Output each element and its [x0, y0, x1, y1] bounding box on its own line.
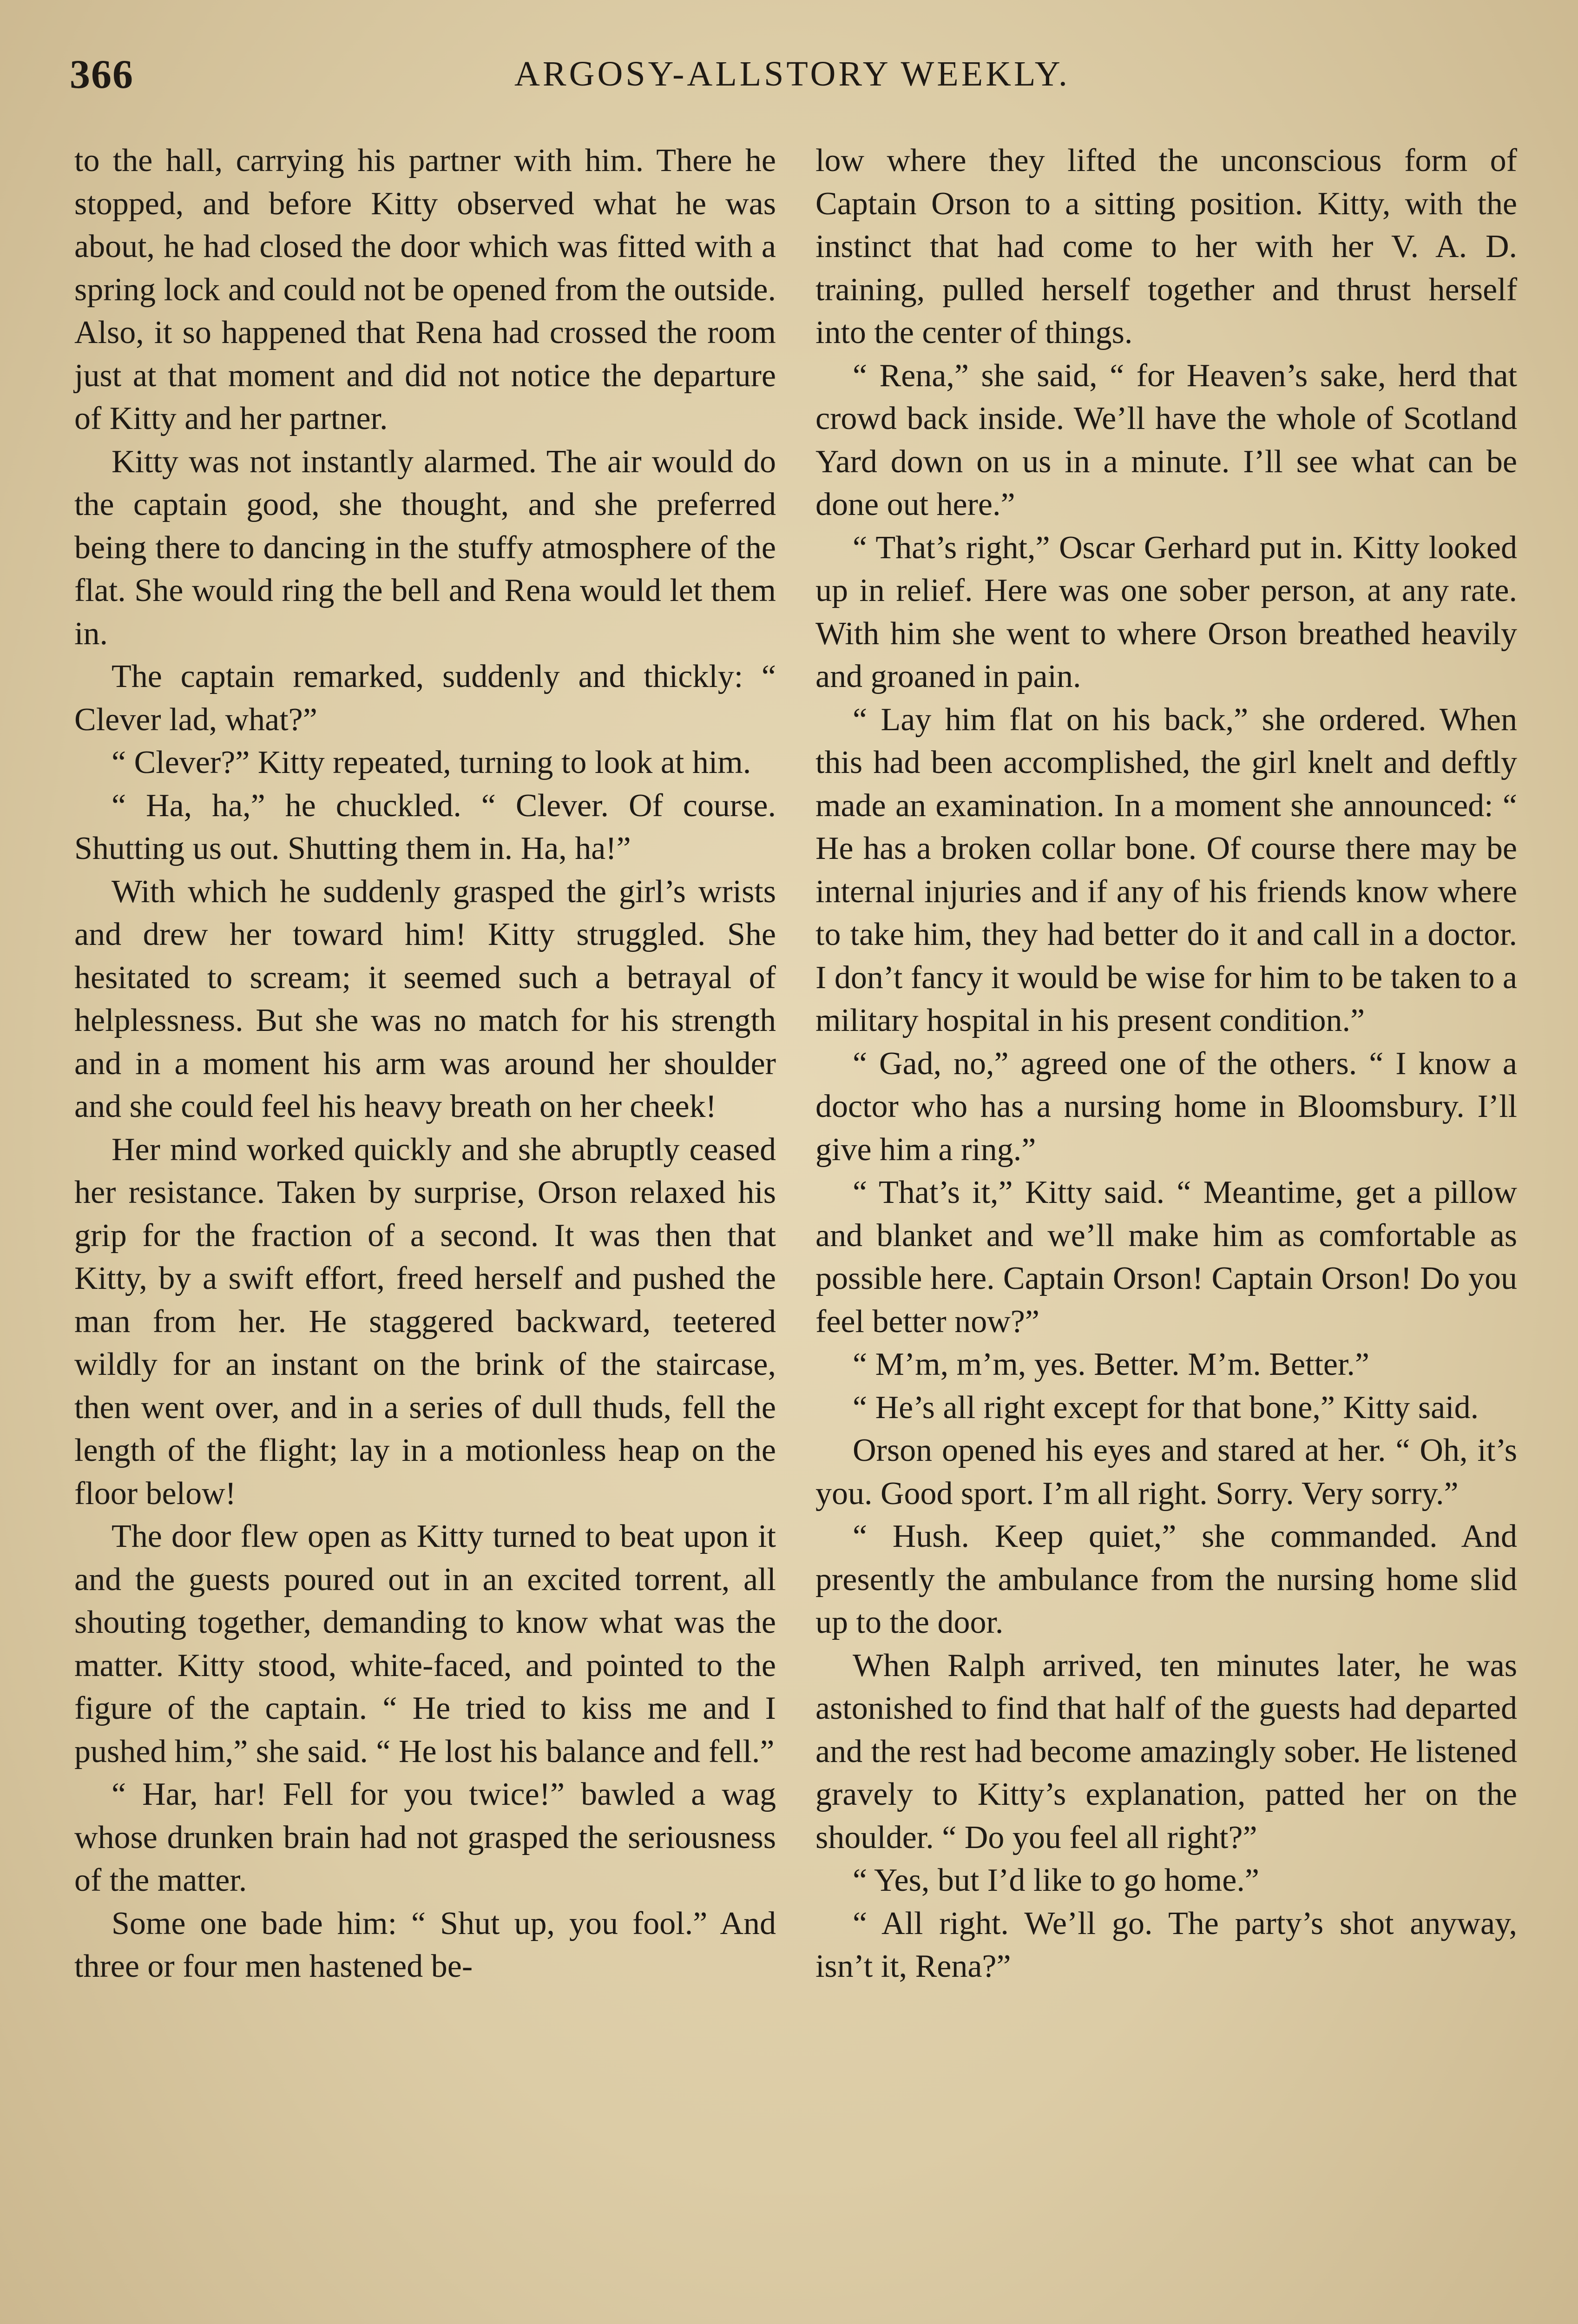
paragraph: Her mind worked quickly and she abruptly ceased her resistance. Taken by surprise, Orson relaxed his grip for the fraction of a second. It was then that Kitty, by a swift effort, freed herself and pushed the man from her. He staggered backward, teetered wildly for an instant on the brink of the staircase, then went over, and in a series of dull thuds, fell the length of the flight; lay in a motionless heap on the floor below! — [74, 1131, 776, 1512]
page-number: 366 — [70, 52, 134, 97]
paragraph: With which he suddenly grasped the girl’s wrists and drew her toward him! Kitty struggled. She hesitated to scream; it seemed such a betrayal of helplessness. But she was no match for his strength and in a moment his arm was around her shoulder and she could feel his heavy breath on her cheek! — [74, 873, 776, 1124]
paragraph: Kitty was not instantly alarmed. The air would do the captain good, she thought, and she preferred being there to dancing in the stuffy atmosphere of the flat. She would ring the bell and Rena would let them in. — [74, 443, 776, 652]
paragraph: to the hall, carrying his partner with him. There he stopped, and before Kitty observed what he was about, he had closed the door which was fitted with a spring lock and could not be opened from the outside. Also, it so happened that Rena had crossed the room just at that moment and did not notice the departure of Kitty and her partner. — [74, 143, 776, 436]
paragraph: “ Hush. Keep quiet,” she commanded. And presently the ambulance from the nursing home slid up to the door. — [815, 1519, 1517, 1640]
paragraph: Some one bade him: “ Shut up, you fool.” And three or four men hastened be- — [74, 1905, 776, 1984]
paragraph: “ Ha, ha,” he chuckled. “ Clever. Of course. Shutting us out. Shutting them in. Ha, ha!” — [74, 787, 776, 866]
paragraph: “ M’m, m’m, yes. Better. M’m. Better.” — [853, 1347, 1370, 1382]
left-column — [74, 139, 776, 1988]
paragraph: low where they lifted the unconscious form of Captain Orson to a sitting position. Kitty, with the instinct that had come to her with her V. A. D. training, pulled herself together and thrust herself into the center of things. — [815, 143, 1517, 350]
paragraph: “ Gad, no,” agreed one of the others. “ I know a doctor who has a nursing home in Bloomsbury. I’ll give him a ring.” — [815, 1045, 1517, 1168]
paragraph: “ Yes, but I’d like to go home.” — [853, 1862, 1259, 1898]
paragraph: “ Clever?” Kitty repeated, turning to look at him. — [112, 745, 751, 780]
paragraph: The captain remarked, suddenly and thickly: “ Clever lad, what?” — [74, 659, 776, 738]
right-column — [815, 139, 1517, 1988]
page-header — [70, 51, 1515, 107]
paragraph: “ Lay him flat on his back,” she ordered. When this had been accomplished, the girl knelt and deftly made an examination. In a moment she announced: “ He has a broken collar bone. Of course there may be internal injuries and if any of his friends know where to take him, they had better do it and call in a doctor. I don’t fancy it would be wise for him to be taken to a military hospital in his present condition.” — [815, 701, 1517, 1038]
paragraph: “ That’s it,” Kitty said. “ Meantime, get a pillow and blanket and we’ll make him as comfortable as possible here. Captain Orson! Captain Orson! Do you feel better now?” — [815, 1175, 1517, 1340]
paragraph: When Ralph arrived, ten minutes later, he was astonished to find that half of the guests had departed and the rest had become amazingly sober. He listened gravely to Kitty’s explanation, patted her on the shoulder. “ Do you feel all right?” — [815, 1647, 1517, 1855]
paragraph: “ All right. We’ll go. The party’s shot anyway, isn’t it, Rena?” — [815, 1905, 1517, 1984]
paragraph: “ Rena,” she said, “ for Heaven’s sake, herd that crowd back inside. We’ll have the whole of Scotland Yard down on us in a minute. I’ll see what can be done out here.” — [815, 357, 1517, 522]
paragraph: “ Har, har! Fell for you twice!” bawled a wag whose drunken brain had not grasped the seriousness of the matter. — [74, 1776, 776, 1898]
paragraph: Orson opened his eyes and stared at her. “ Oh, it’s you. Good sport. I’m all right. Sorry. Very sorry.” — [815, 1433, 1517, 1512]
paragraph: “ He’s all right except for that bone,” Kitty said. — [853, 1389, 1479, 1426]
running-title: ARGOSY-ALLSTORY WEEKLY. — [514, 54, 1070, 93]
paragraph: The door flew open as Kitty turned to beat upon it and the guests poured out in an excited torrent, all shouting together, demanding to know what was the matter. Kitty stood, white-faced, and pointed to the figure of the captain. “ He tried to kiss me and I pushed him,” she said. “ He lost his balance and fell.” — [74, 1519, 776, 1769]
paragraph: “ That’s right,” Oscar Gerhard put in. Kitty looked up in relief. Here was one sober person, at any rate. With him she went to where Orson breathed heavily and groaned in pain. — [815, 529, 1517, 694]
